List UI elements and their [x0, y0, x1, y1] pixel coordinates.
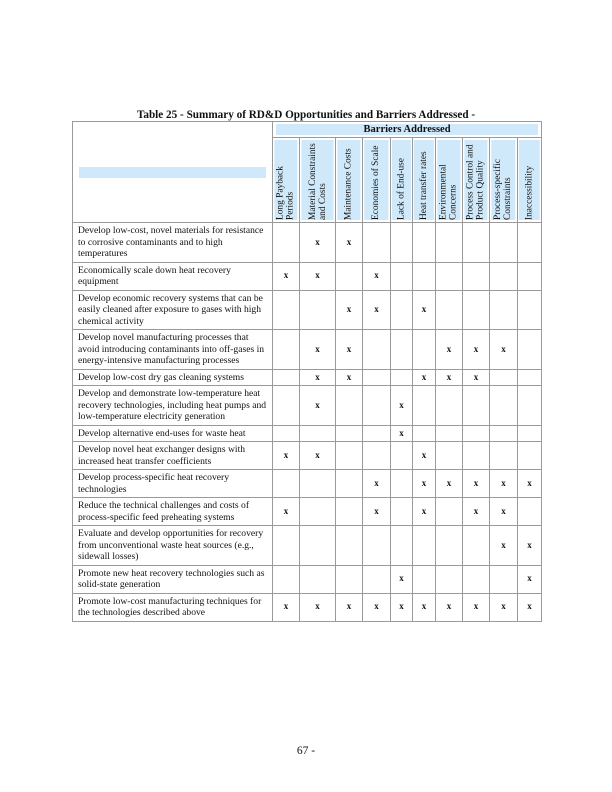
barrier-cell [518, 369, 542, 386]
barrier-cell: x [391, 593, 413, 621]
barrier-cell: x [300, 369, 336, 386]
barrier-cell: x [436, 593, 463, 621]
opportunity-description: Develop novel heat exchanger designs with increased heat transfer coefficients [73, 442, 273, 470]
table-row [73, 565, 542, 593]
barrier-cell [413, 223, 436, 263]
column-header-label: Lack of End-use [392, 140, 411, 220]
barrier-cell: x [413, 470, 436, 498]
barrier-cell: x [463, 593, 490, 621]
barrier-cell [518, 290, 542, 330]
barrier-cell: x [273, 262, 300, 290]
barrier-cell [436, 565, 463, 593]
column-header-label: Inaccessibility [519, 140, 540, 220]
barrier-cell [391, 369, 413, 386]
barrier-cell [300, 470, 336, 498]
barrier-cell [273, 425, 300, 442]
barrier-cell: x [391, 425, 413, 442]
barrier-cell [490, 425, 518, 442]
barrier-cell: x [336, 369, 363, 386]
barrier-cell: x [363, 593, 391, 621]
barrier-cell: x [336, 223, 363, 263]
barrier-cell: x [363, 262, 391, 290]
barrier-cell: x [413, 442, 436, 470]
barrier-cell [363, 223, 391, 263]
barrier-cell [436, 526, 463, 566]
barrier-cell [463, 223, 490, 263]
barrier-cell [300, 425, 336, 442]
opportunity-description: Develop low-cost, novel materials for resistance to corrosive contaminants and to high temperatures [73, 223, 273, 263]
barrier-cell [436, 425, 463, 442]
barrier-cell [463, 262, 490, 290]
barrier-cell: x [463, 330, 490, 370]
barrier-cell [463, 526, 490, 566]
barrier-cell: x [463, 369, 490, 386]
barrier-cell: x [336, 290, 363, 330]
barrier-cell: x [490, 593, 518, 621]
column-header [336, 138, 363, 223]
barrier-cell [490, 369, 518, 386]
barrier-cell [490, 386, 518, 426]
barrier-cell [391, 223, 413, 263]
barrier-cell [490, 262, 518, 290]
column-header [463, 138, 490, 223]
barrier-cell [413, 565, 436, 593]
barrier-cell [391, 442, 413, 470]
barrier-cell [336, 565, 363, 593]
barrier-cell [391, 330, 413, 370]
barrier-cell [463, 442, 490, 470]
barrier-cell [490, 223, 518, 263]
barrier-cell [436, 223, 463, 263]
barrier-cell: x [490, 498, 518, 526]
barrier-cell [273, 526, 300, 566]
barrier-cell [463, 565, 490, 593]
barrier-cell: x [518, 565, 542, 593]
barrier-cell [436, 386, 463, 426]
barrier-cell: x [518, 526, 542, 566]
barrier-cell: x [490, 330, 518, 370]
barrier-cell [300, 565, 336, 593]
barrier-cell [336, 262, 363, 290]
column-header-label: Process Control and Product Quality [464, 140, 487, 220]
barrier-cell: x [518, 593, 542, 621]
barrier-cell: x [363, 470, 391, 498]
table-row [73, 593, 542, 621]
column-header-label: Long Payback Periods [274, 140, 297, 220]
column-header [391, 138, 413, 223]
barrier-cell [436, 498, 463, 526]
barrier-cell [413, 330, 436, 370]
opportunity-description: Evaluate and develop opportunities for recovery from unconventional waste heat sources (e.g., sidewall losses) [73, 526, 273, 566]
barrier-cell [273, 386, 300, 426]
barrier-cell: x [518, 470, 542, 498]
column-header-label: Economies of Scale [364, 140, 388, 220]
opportunity-description: Develop low-cost dry gas cleaning systems [73, 369, 273, 386]
barrier-cell [273, 290, 300, 330]
table-row [73, 425, 542, 442]
column-header-label: Material Constraints and Costs [302, 140, 334, 220]
barrier-cell: x [391, 565, 413, 593]
column-header-label: Maintenance Costs [337, 140, 360, 220]
barrier-cell: x [300, 386, 336, 426]
barrier-cell [413, 386, 436, 426]
table-row [73, 262, 542, 290]
opportunity-description: Develop economic recovery systems that can be easily cleaned after exposure to gases with high chemical activity [73, 290, 273, 330]
barrier-cell [518, 386, 542, 426]
barrier-cell: x [463, 498, 490, 526]
barrier-cell [518, 425, 542, 442]
column-header [436, 138, 463, 223]
barrier-cell [518, 223, 542, 263]
barrier-cell: x [300, 442, 336, 470]
barrier-cell [363, 442, 391, 470]
barrier-cell [363, 386, 391, 426]
opportunity-description: Develop novel manufacturing processes that avoid introducing contaminants into off-gases in energy-intensive manufacturing processes [73, 330, 273, 370]
barrier-cell [336, 526, 363, 566]
table-row [73, 498, 542, 526]
barriers-table [72, 121, 542, 622]
barrier-cell: x [436, 369, 463, 386]
barrier-cell [363, 369, 391, 386]
barrier-cell [518, 442, 542, 470]
barrier-cell: x [436, 470, 463, 498]
page-number: 67 - [296, 745, 316, 757]
table-row [73, 442, 542, 470]
barriers-addressed-header: Barriers Addressed [273, 122, 542, 138]
table-title: Table 25 - Summary of RD&D Opportunities and Barriers Addressed - [136, 109, 476, 121]
barrier-cell [391, 526, 413, 566]
barrier-cell [273, 223, 300, 263]
barrier-cell [413, 526, 436, 566]
barrier-cell: x [413, 290, 436, 330]
opportunity-description: Develop alternative end-uses for waste heat [73, 425, 273, 442]
opportunity-description: Promote new heat recovery technologies such as solid-state generation [73, 565, 273, 593]
barrier-cell: x [463, 470, 490, 498]
barrier-cell: x [300, 330, 336, 370]
header-blank-cell [73, 122, 273, 223]
barrier-cell [336, 498, 363, 526]
table-row [73, 290, 542, 330]
table-row [73, 369, 542, 386]
barrier-cell [336, 425, 363, 442]
barrier-cell: x [273, 593, 300, 621]
barrier-cell: x [300, 593, 336, 621]
column-header [490, 138, 518, 223]
barrier-cell [391, 470, 413, 498]
barrier-cell: x [336, 330, 363, 370]
column-header-label: Process-specific Constraints [491, 140, 515, 220]
barrier-cell [336, 470, 363, 498]
barrier-cell: x [273, 498, 300, 526]
barrier-cell: x [413, 593, 436, 621]
barrier-cell: x [436, 330, 463, 370]
table-row [73, 526, 542, 566]
barrier-cell [413, 262, 436, 290]
barrier-cell: x [363, 498, 391, 526]
barrier-cell [436, 290, 463, 330]
opportunity-description: Develop and demonstrate low-temperature heat recovery technologies, including heat pumps and low-temperature electricity generation [73, 386, 273, 426]
barrier-cell [518, 498, 542, 526]
barrier-cell [463, 386, 490, 426]
barrier-cell: x [363, 290, 391, 330]
barrier-cell [273, 369, 300, 386]
column-header [363, 138, 391, 223]
opportunity-description: Reduce the technical challenges and costs of process-specific feed preheating systems [73, 498, 273, 526]
barrier-cell: x [490, 470, 518, 498]
barrier-cell [518, 262, 542, 290]
column-header [518, 138, 542, 223]
barrier-cell [490, 442, 518, 470]
column-header-label: Environmental Concerns [437, 140, 460, 220]
barrier-cell [336, 442, 363, 470]
column-header [413, 138, 436, 223]
table-row [73, 386, 542, 426]
barrier-cell: x [336, 593, 363, 621]
barrier-cell [391, 262, 413, 290]
barrier-cell [436, 442, 463, 470]
barrier-cell [363, 526, 391, 566]
column-header [300, 138, 336, 223]
barrier-cell [413, 425, 436, 442]
table-row [73, 470, 542, 498]
barrier-cell: x [490, 526, 518, 566]
barrier-cell [490, 290, 518, 330]
table-row [73, 223, 542, 263]
barrier-cell: x [300, 262, 336, 290]
barrier-cell [336, 386, 363, 426]
opportunity-description: Develop process-specific heat recovery technologies [73, 470, 273, 498]
barrier-cell [300, 526, 336, 566]
column-header [273, 138, 300, 223]
barrier-cell [463, 290, 490, 330]
barrier-cell [518, 330, 542, 370]
barrier-cell [363, 565, 391, 593]
barrier-cell: x [273, 442, 300, 470]
barrier-cell: x [413, 369, 436, 386]
barrier-cell [273, 470, 300, 498]
barrier-cell [300, 290, 336, 330]
barrier-cell: x [413, 498, 436, 526]
barrier-cell [490, 565, 518, 593]
opportunity-description: Economically scale down heat recovery equipment [73, 262, 273, 290]
barrier-cell: x [300, 223, 336, 263]
barrier-cell [391, 498, 413, 526]
barrier-cell [391, 290, 413, 330]
table-row [73, 330, 542, 370]
barrier-cell [273, 565, 300, 593]
barrier-cell [300, 498, 336, 526]
barrier-cell [363, 425, 391, 442]
barrier-cell [363, 330, 391, 370]
column-header-label: Heat transfer rates [414, 140, 434, 220]
barrier-cell: x [391, 386, 413, 426]
opportunity-description: Promote low-cost manufacturing techniques for the technologies described above [73, 593, 273, 621]
barrier-cell [273, 330, 300, 370]
barrier-cell [436, 262, 463, 290]
barrier-cell [463, 425, 490, 442]
